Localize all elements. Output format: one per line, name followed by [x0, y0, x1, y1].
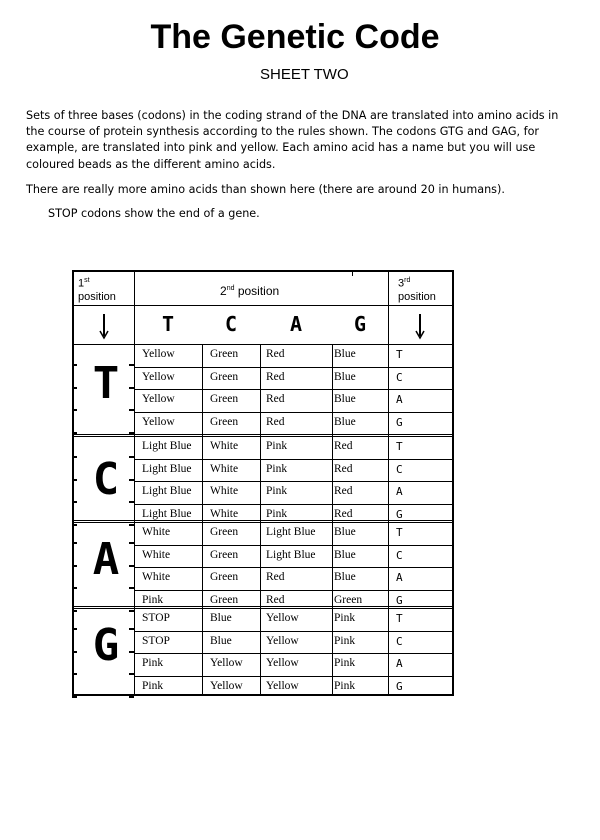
amino-acid-cell: Yellow — [266, 679, 299, 692]
row-tick — [129, 587, 134, 589]
table-divider — [388, 272, 389, 306]
row-tick — [72, 364, 77, 366]
second-header-word: position — [237, 284, 280, 298]
amino-acid-cell: White — [142, 526, 171, 538]
third-base-cell: G — [396, 593, 403, 607]
third-base-cell: T — [396, 440, 403, 453]
row-divider — [134, 545, 452, 546]
row-divider — [134, 389, 452, 390]
second-header-number: 2 — [220, 284, 227, 298]
third-position-header — [398, 274, 436, 304]
third-header-number: 3 — [398, 277, 405, 290]
first-header-word: position — [78, 290, 116, 303]
row-tick — [72, 696, 77, 698]
amino-acid-cell: Red — [334, 462, 353, 475]
amino-acid-cell: White — [210, 440, 239, 452]
amino-acid-cell: Red — [334, 485, 353, 497]
amino-acid-cell: Pink — [266, 462, 288, 475]
amino-acid-cell: Blue — [334, 548, 356, 561]
third-base-cell: C — [396, 370, 403, 384]
row-divider — [134, 412, 452, 413]
amino-acid-cell: STOP — [142, 634, 170, 647]
amino-acid-cell: Red — [266, 571, 285, 583]
amino-acid-cell: Blue — [210, 612, 232, 624]
amino-acid-cell: White — [142, 571, 171, 583]
row-divider — [134, 676, 452, 677]
table-divider — [332, 344, 333, 694]
row-tick — [129, 432, 134, 434]
amino-acid-cell: Blue — [334, 348, 356, 360]
page-subtitle: SHEET TWO — [260, 66, 349, 83]
amino-acid-cell: Red — [266, 393, 285, 405]
first-base-C: C — [92, 454, 120, 505]
third-base-cell: C — [396, 634, 403, 648]
amino-acid-cell: Blue — [334, 393, 356, 405]
first-base-G: G — [92, 620, 120, 671]
third-base-cell: A — [396, 485, 403, 498]
row-tick — [129, 479, 134, 481]
row-tick — [129, 501, 134, 503]
row-divider — [134, 504, 452, 505]
third-header-word: position — [398, 290, 436, 303]
row-tick — [129, 542, 134, 544]
row-tick — [129, 651, 134, 653]
third-base-cell: G — [396, 507, 403, 521]
row-divider — [134, 481, 452, 482]
third-base-cell: C — [396, 548, 403, 562]
row-tick — [72, 524, 77, 526]
row-tick — [72, 651, 77, 653]
table-divider — [352, 272, 353, 276]
amino-acid-cell: Pink — [334, 657, 356, 669]
row-tick — [129, 364, 134, 366]
row-tick — [72, 565, 77, 567]
second-header-suffix: nd — [226, 285, 235, 292]
amino-acid-cell: Yellow — [142, 348, 175, 360]
amino-acid-cell: Light Blue — [266, 526, 316, 538]
third-base-cell: G — [396, 679, 403, 693]
row-tick — [129, 565, 134, 567]
group-divider — [74, 436, 452, 437]
amino-acid-cell: Pink — [334, 634, 356, 647]
row-tick — [72, 456, 77, 458]
row-divider — [134, 567, 452, 568]
amino-acid-cell: Yellow — [142, 393, 175, 405]
row-tick — [129, 628, 134, 630]
amino-acid-cell: White — [142, 548, 171, 561]
amino-acid-cell: Yellow — [266, 612, 299, 624]
genetic-code-table — [72, 270, 454, 696]
amino-acid-cell: Yellow — [210, 657, 243, 669]
row-tick — [72, 610, 77, 612]
row-tick — [72, 542, 77, 544]
row-tick — [72, 387, 77, 389]
amino-acid-cell: Green — [210, 415, 239, 428]
row-tick — [72, 501, 77, 503]
amino-acid-cell: Light Blue — [142, 462, 192, 475]
amino-acid-cell: Light Blue — [142, 440, 192, 452]
row-tick — [129, 610, 134, 612]
table-divider — [260, 344, 261, 694]
note-paragraph: There are really more amino acids than shown here (there are around 20 in humans). — [26, 183, 505, 196]
amino-acid-cell: STOP — [142, 612, 170, 624]
amino-acid-cell: Light Blue — [266, 548, 316, 561]
group-divider — [74, 434, 452, 435]
third-base-cell: C — [396, 462, 403, 476]
amino-acid-cell: Yellow — [266, 634, 299, 647]
row-tick — [129, 673, 134, 675]
amino-acid-cell: Pink — [266, 485, 288, 497]
amino-acid-cell: Red — [334, 440, 353, 452]
amino-acid-cell: Green — [210, 548, 239, 561]
first-position-header — [78, 274, 116, 304]
row-tick — [72, 587, 77, 589]
intro-paragraph: Sets of three bases (codons) in the coding strand of the DNA are translated into amino acids in the course of protein synthesis according to the rules shown. The codons GTG and GAG, for example, are translated into pink and yellow. Each amino acid has a name but you will use coloured beads as the different amino acids. — [26, 109, 559, 171]
first-base-T: T — [92, 358, 120, 409]
amino-acid-cell: Yellow — [266, 657, 299, 669]
second-base-G: G — [353, 312, 367, 336]
amino-acid-cell: Yellow — [210, 679, 243, 692]
amino-acid-cell: Blue — [334, 370, 356, 383]
amino-acid-cell: Green — [210, 348, 239, 360]
amino-acid-cell: Light Blue — [142, 507, 192, 520]
amino-acid-cell: Green — [210, 393, 239, 405]
third-base-cell: A — [396, 657, 403, 670]
amino-acid-cell: Yellow — [142, 415, 175, 428]
first-header-number: 1 — [78, 277, 85, 290]
third-header-suffix: rd — [404, 277, 411, 284]
row-tick — [129, 409, 134, 411]
amino-acid-cell: Blue — [334, 526, 356, 538]
amino-acid-cell: White — [210, 485, 239, 497]
amino-acid-cell: Green — [210, 593, 239, 606]
amino-acid-cell: Red — [334, 507, 353, 520]
table-divider — [134, 272, 135, 306]
row-tick — [129, 524, 134, 526]
amino-acid-cell: Green — [210, 370, 239, 383]
amino-acid-cell: Pink — [266, 440, 288, 452]
amino-acid-cell: Pink — [334, 679, 356, 692]
second-position-header — [220, 282, 279, 298]
amino-acid-cell: Red — [266, 593, 285, 606]
amino-acid-cell: Green — [334, 593, 363, 606]
row-tick — [129, 696, 134, 698]
amino-acid-cell: Pink — [266, 507, 288, 520]
row-tick — [72, 673, 77, 675]
row-divider — [134, 653, 452, 654]
amino-acid-cell: Green — [210, 526, 239, 538]
amino-acid-cell: Blue — [334, 571, 356, 583]
amino-acid-cell: Yellow — [142, 370, 175, 383]
amino-acid-cell: Light Blue — [142, 485, 192, 497]
row-divider — [134, 631, 452, 632]
amino-acid-cell: Green — [210, 571, 239, 583]
table-divider — [134, 344, 135, 694]
table-divider — [74, 344, 452, 345]
table-divider — [388, 305, 389, 345]
down-arrow-icon — [412, 312, 428, 342]
table-divider — [202, 344, 203, 694]
amino-acid-cell: Red — [266, 370, 285, 383]
row-tick — [72, 628, 77, 630]
amino-acid-cell: White — [210, 462, 239, 475]
row-divider — [134, 459, 452, 460]
third-base-cell: T — [396, 348, 403, 361]
amino-acid-cell: Pink — [142, 657, 164, 669]
third-base-cell: A — [396, 571, 403, 584]
second-base-C: C — [224, 312, 238, 336]
amino-acid-cell: White — [210, 507, 239, 520]
row-tick — [72, 409, 77, 411]
stop-note-paragraph: STOP codons show the end of a gene. — [48, 207, 260, 220]
second-base-T: T — [161, 312, 175, 336]
amino-acid-cell: Blue — [210, 634, 232, 647]
third-base-cell: A — [396, 393, 403, 406]
table-divider — [388, 344, 389, 694]
row-tick — [129, 456, 134, 458]
row-divider — [134, 367, 452, 368]
row-tick — [129, 387, 134, 389]
amino-acid-cell: Red — [266, 415, 285, 428]
amino-acid-cell: Red — [266, 348, 285, 360]
first-base-A: A — [92, 534, 120, 585]
third-base-cell: T — [396, 526, 403, 539]
third-base-cell: G — [396, 415, 403, 429]
second-base-A: A — [289, 312, 303, 336]
first-header-suffix: st — [84, 277, 90, 284]
table-divider — [74, 305, 452, 306]
amino-acid-cell: Blue — [334, 415, 356, 428]
row-tick — [72, 479, 77, 481]
amino-acid-cell: Pink — [142, 593, 164, 606]
amino-acid-cell: Pink — [334, 612, 356, 624]
third-base-cell: T — [396, 612, 403, 625]
row-divider — [134, 590, 452, 591]
amino-acid-cell: Pink — [142, 679, 164, 692]
page-title: The Genetic Code — [150, 18, 440, 56]
down-arrow-icon — [96, 312, 112, 342]
row-tick — [72, 432, 77, 434]
table-divider — [134, 305, 135, 345]
